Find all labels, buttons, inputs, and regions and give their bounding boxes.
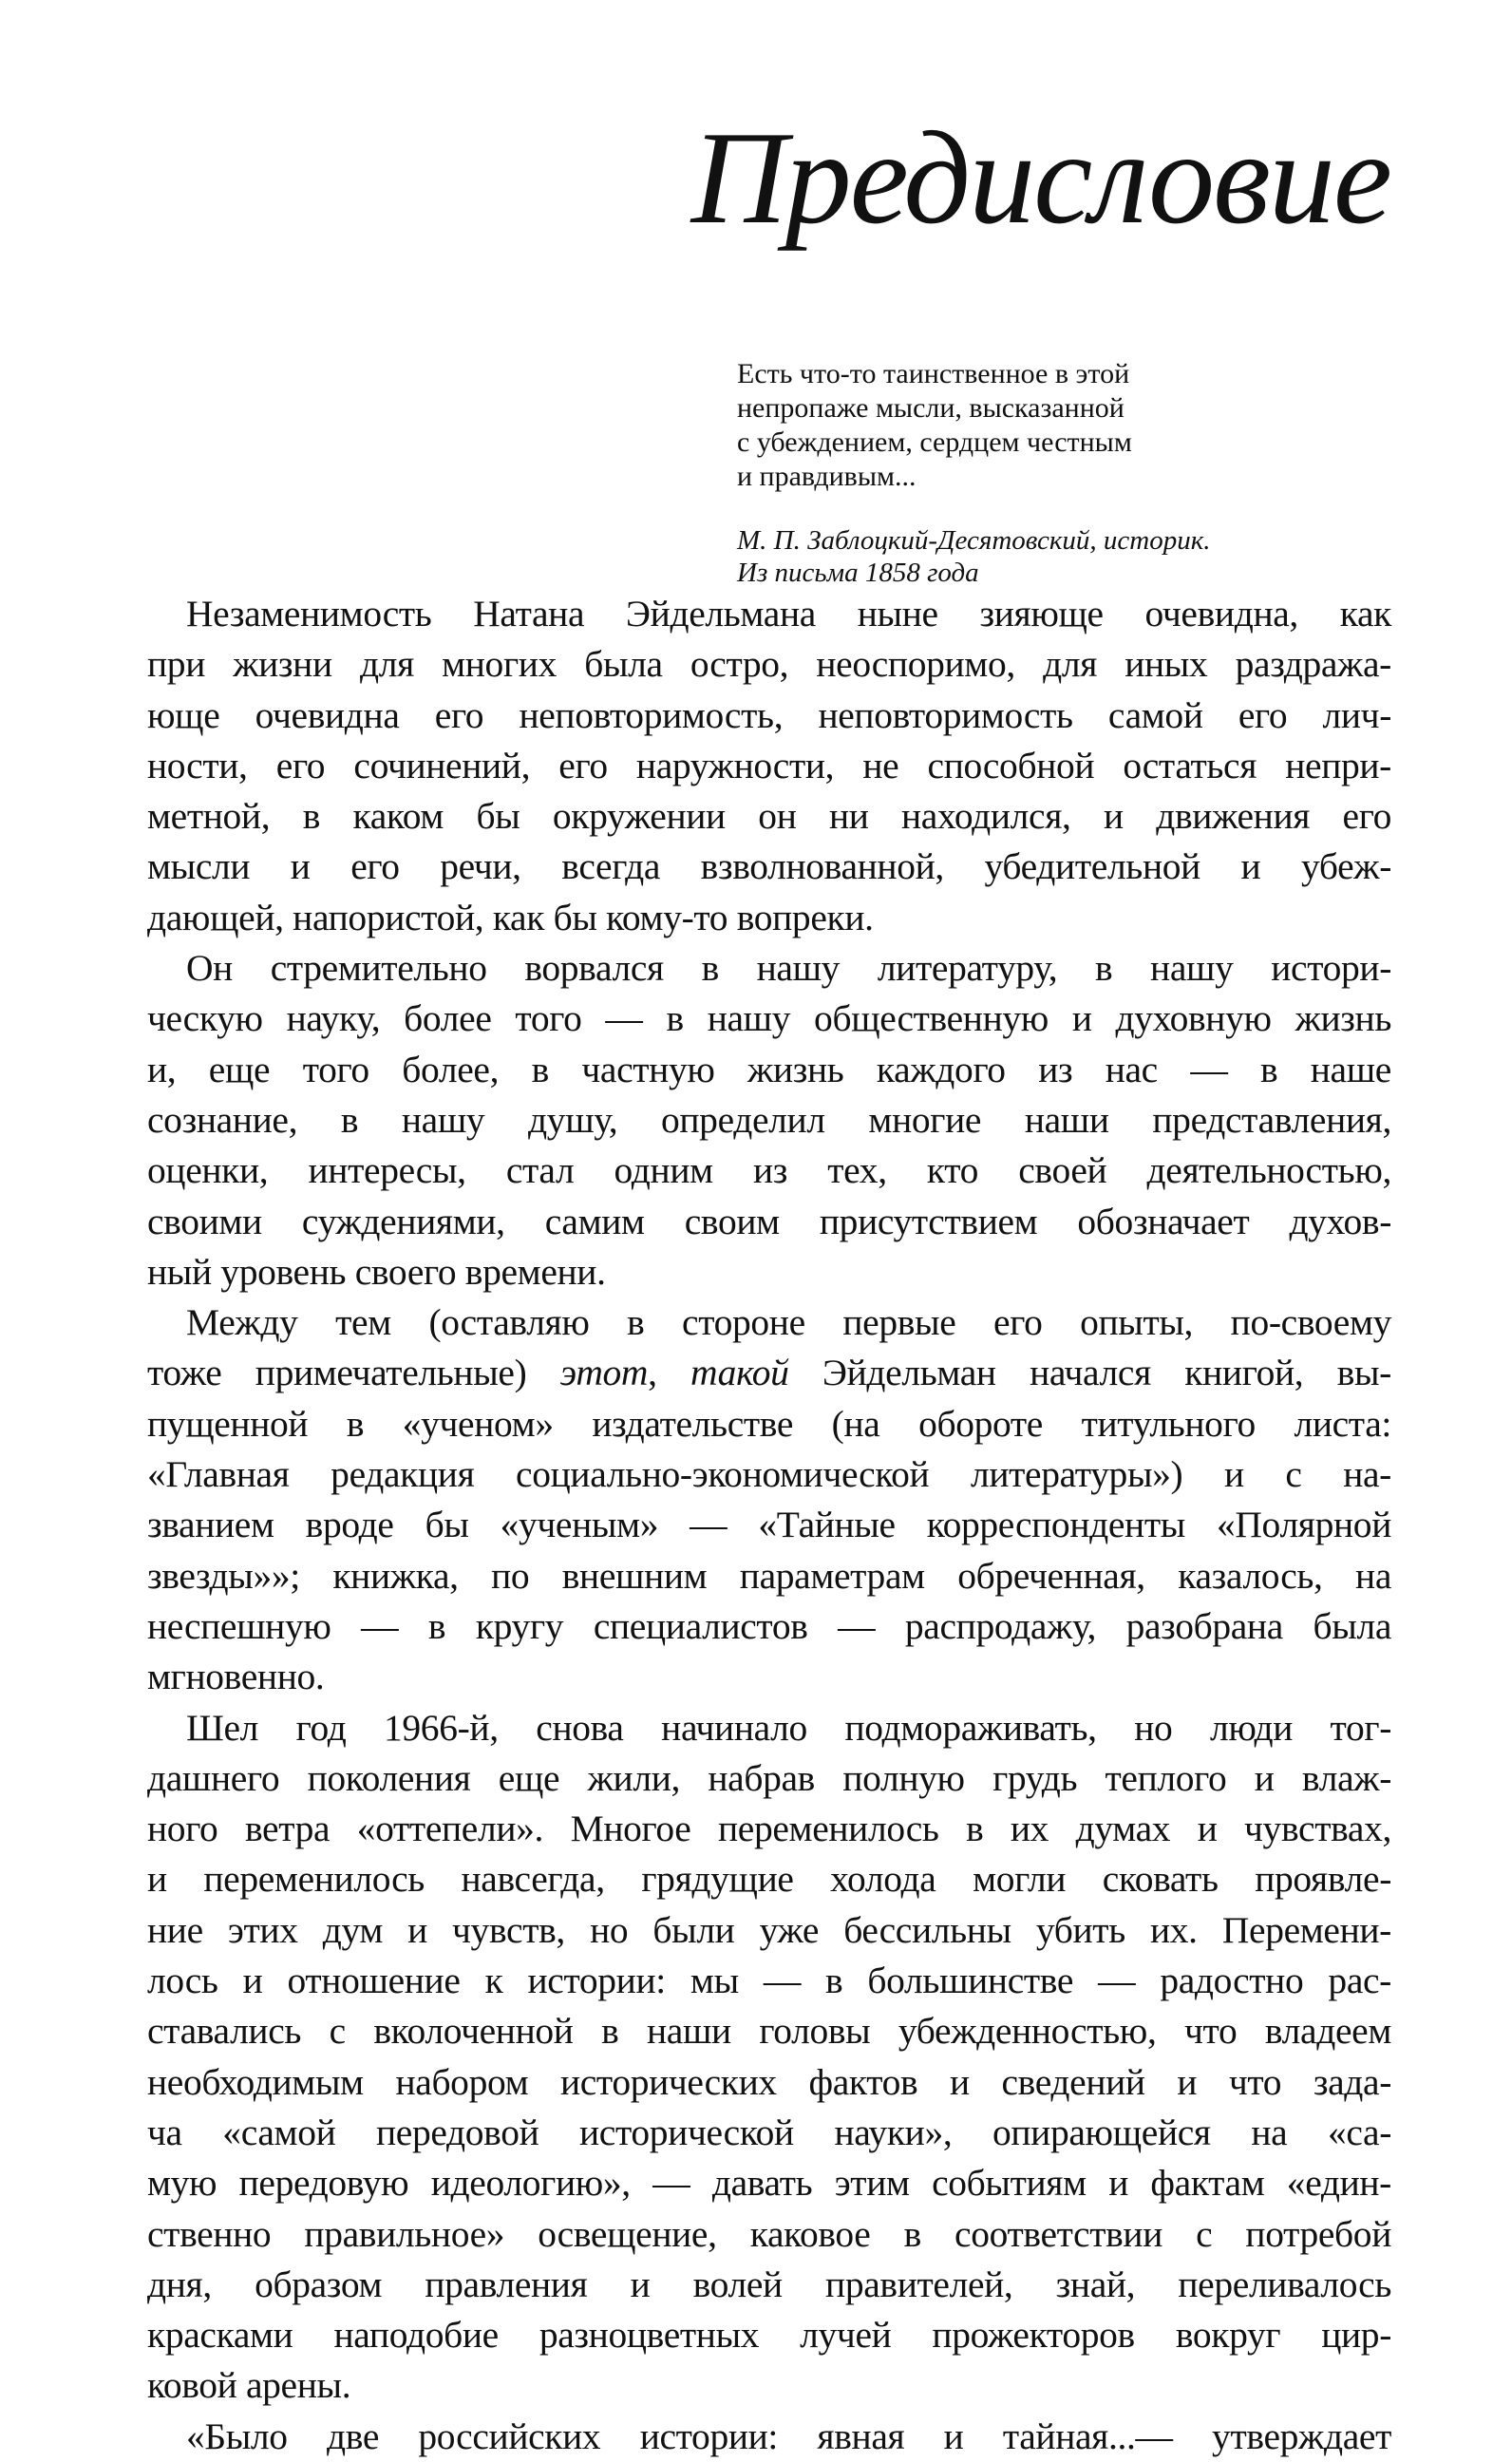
- epigraph-line: непропаже мысли, высказанной: [737, 392, 1125, 424]
- text-line: красками наподобие разноцветных лучей прожекторов вокруг цир-: [147, 2314, 1391, 2357]
- text-line: неспешную — в кругу специалистов — распродажу, разобрана была: [147, 1604, 1391, 1647]
- text-line: Между тем (оставляю в стороне первые его опыты, по-своему: [186, 1301, 1391, 1344]
- italic-emphasis: этот: [559, 1352, 649, 1394]
- epigraph-source: Из письма 1858 года: [737, 558, 979, 588]
- text-line: ного ветра «оттепели». Многое переменилось в их думах и чувствах,: [147, 1808, 1391, 1850]
- text-line: мысли и его речи, всегда взволнованной, убедительной и убеж-: [147, 845, 1391, 888]
- body-text: [147, 589, 1391, 2462]
- text-line: мгновенно.: [147, 1656, 325, 1698]
- paragraph-1: [147, 589, 1391, 943]
- text-line: ковой арены.: [147, 2364, 351, 2407]
- text-run: ,: [648, 1352, 691, 1394]
- text-line: ча «самой передовой исторической науки», опирающейся на «са-: [147, 2111, 1391, 2153]
- text-line: и переменилось навсегда, грядущие холода могли сковать проявле-: [147, 1858, 1391, 1901]
- text-line-mixed: [147, 1348, 1391, 1398]
- text-line: звезды»»; книжка, по внешним параметрам обреченная, казалось, на: [147, 1554, 1391, 1597]
- text-line: «Главная редакция социально-экономической литературы») и с на-: [147, 1453, 1391, 1496]
- paragraph-2: [147, 943, 1391, 1297]
- epigraph: [737, 357, 1250, 589]
- paragraph-3: [147, 1297, 1391, 1702]
- epigraph-line: с убеждением, сердцем честным: [737, 426, 1132, 458]
- text-line: оценки, интересы, стал одним из тех, кто своей деятельностью,: [147, 1149, 1391, 1192]
- text-line: сознание, в нашу душу, определил многие наши представления,: [147, 1098, 1391, 1141]
- text-line: Шел год 1966-й, снова начинало подмораживать, но люди тог-: [186, 1706, 1391, 1749]
- text-line: ный уровень своего времени.: [147, 1250, 606, 1293]
- text-line: званием вроде бы «ученым» — «Тайные корреспонденты «Полярной: [147, 1504, 1391, 1546]
- text-line: мую передовую идеологию», — давать этим событиям и фактам «един-: [147, 2162, 1391, 2205]
- text-line: дашнего поколения еще жили, набрав полную грудь теплого и влаж-: [147, 1756, 1391, 1799]
- text-line: «Было две российских истории: явная и тайная...— утверждает: [186, 2415, 1391, 2457]
- text-line: лось и отношение к истории: мы — в большинстве — радостно рас-: [147, 1960, 1391, 2002]
- epigraph-line: Есть что-то таинственное в этой: [737, 358, 1130, 389]
- text-line: пущенной в «ученом» издательстве (на обороте титульного листа:: [147, 1402, 1391, 1445]
- text-line: ственно правильное» освещение, каковое в соответствии с потребой: [147, 2212, 1391, 2255]
- text-line: своими суждениями, самим своим присутствием обозначает духов-: [147, 1200, 1391, 1242]
- text-line: Незаменимость Натана Эйдельмана ныне зияюще очевидна, как: [186, 593, 1391, 634]
- text-line: ческую науку, более того — в нашу общественную и духовную жизнь: [147, 997, 1391, 1040]
- text-line: ности, его сочинений, его наружности, не способной остаться непри-: [147, 744, 1391, 786]
- epigraph-line: и правдивым...: [737, 461, 917, 492]
- epigraph-attribution: [737, 524, 1250, 589]
- text-line: юще очевидна его неповторимость, неповторимость самой его лич-: [147, 693, 1391, 736]
- text-run: тоже примечательные): [147, 1352, 560, 1394]
- text-line: необходимым набором исторических фактов и сведений и что зада-: [147, 2060, 1391, 2103]
- text-line: Он стремительно ворвался в нашу литературу, в нашу истори-: [186, 947, 1391, 990]
- epigraph-author: М. П. Заблоцкий-Десятовский, историк.: [737, 525, 1211, 556]
- italic-emphasis: такой: [690, 1352, 789, 1394]
- text-line: дня, образом правления и волей правителей, знай, переливалось: [147, 2263, 1391, 2305]
- text-line: дающей, напористой, как бы кому-то вопреки.: [147, 896, 874, 938]
- text-line: и, еще того более, в частную жизнь каждого из нас — в наше: [147, 1048, 1391, 1090]
- paragraph-5: [147, 2412, 1391, 2462]
- epigraph-quote: [737, 357, 1250, 494]
- text-line: ставались с вколоченной в наши головы убежденностью, что владеем: [147, 2010, 1391, 2053]
- page-title: Предисловие: [690, 104, 1390, 252]
- text-line: ние этих дум и чувств, но были уже бессильны убить их. Перемени-: [147, 1908, 1391, 1951]
- text-line: метной, в каком бы окружении он ни находился, и движения его: [147, 795, 1391, 838]
- paragraph-4: [147, 1703, 1391, 2412]
- text-run: Эйдельман начался книгой, вы-: [788, 1352, 1391, 1394]
- text-line: при жизни для многих была остро, неоспоримо, для иных раздража-: [147, 643, 1391, 686]
